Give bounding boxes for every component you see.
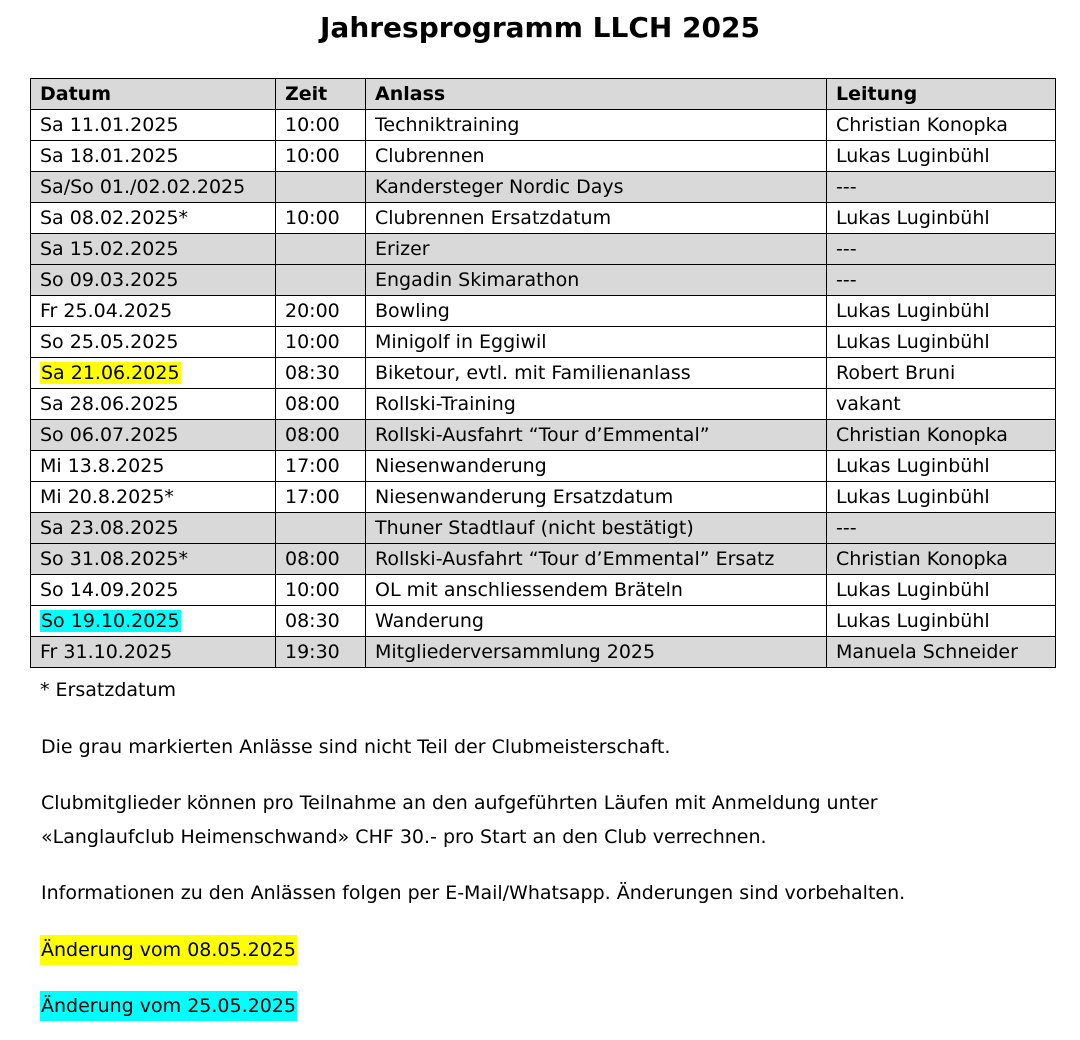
column-header-datum: Datum — [31, 79, 276, 110]
cell-datum: Mi 20.8.2025* — [31, 482, 276, 513]
table-header-row — [31, 79, 1056, 110]
cell-zeit: 17:00 — [276, 451, 366, 482]
cell-anlass: Thuner Stadtlauf (nicht bestätigt) — [366, 513, 827, 544]
footnote: * Ersatzdatum — [40, 679, 177, 701]
cell-anlass: Mitgliederversammlung 2025 — [366, 637, 827, 668]
cell-anlass: Kandersteger Nordic Days — [366, 172, 827, 203]
cell-datum: Sa 28.06.2025 — [31, 389, 276, 420]
cell-leitung: --- — [827, 265, 1056, 296]
cell-leitung: --- — [827, 234, 1056, 265]
table-row — [31, 141, 1056, 172]
cell-datum: Sa 18.01.2025 — [31, 141, 276, 172]
cell-zeit: 10:00 — [276, 327, 366, 358]
cell-datum: Sa/So 01./02.02.2025 — [31, 172, 276, 203]
cell-anlass: Rollski-Training — [366, 389, 827, 420]
change-notice-cyan: Änderung vom 25.05.2025 — [40, 991, 297, 1021]
table-row — [31, 172, 1056, 203]
cell-zeit: 20:00 — [276, 296, 366, 327]
table-row — [31, 513, 1056, 544]
cell-zeit: 08:30 — [276, 358, 366, 389]
cell-zeit: 08:00 — [276, 420, 366, 451]
cell-zeit: 19:30 — [276, 637, 366, 668]
cell-datum: So 06.07.2025 — [31, 420, 276, 451]
cell-leitung: Christian Konopka — [827, 420, 1056, 451]
cell-zeit — [276, 172, 366, 203]
cell-leitung: Manuela Schneider — [827, 637, 1056, 668]
cell-zeit: 17:00 — [276, 482, 366, 513]
table-row — [31, 234, 1056, 265]
highlighted-date: Sa 21.06.2025 — [41, 362, 180, 384]
note-billing-line-1: Clubmitglieder können pro Teilnahme an den aufgeführten Läufen mit Anmeldung unter — [41, 792, 878, 814]
table-row — [31, 110, 1056, 141]
table-row — [31, 327, 1056, 358]
program-table-body — [31, 110, 1056, 668]
cell-datum: So 09.03.2025 — [31, 265, 276, 296]
cell-leitung: Lukas Luginbühl — [827, 203, 1056, 234]
cell-datum: Mi 13.8.2025 — [31, 451, 276, 482]
cell-leitung: Lukas Luginbühl — [827, 575, 1056, 606]
cell-leitung: Lukas Luginbühl — [827, 451, 1056, 482]
cell-zeit — [276, 513, 366, 544]
cell-anlass: Clubrennen Ersatzdatum — [366, 203, 827, 234]
cell-leitung: Lukas Luginbühl — [827, 296, 1056, 327]
cell-datum: Sa 15.02.2025 — [31, 234, 276, 265]
cell-leitung: Robert Bruni — [827, 358, 1056, 389]
cell-anlass: Erizer — [366, 234, 827, 265]
cell-leitung: Lukas Luginbühl — [827, 482, 1056, 513]
cell-leitung: Lukas Luginbühl — [827, 606, 1056, 637]
cell-zeit: 10:00 — [276, 141, 366, 172]
cell-datum: Fr 31.10.2025 — [31, 637, 276, 668]
note-billing-line-2: «Langlaufclub Heimenschwand» CHF 30.- pro Start an den Club verrechnen. — [41, 826, 767, 848]
cell-zeit: 10:00 — [276, 110, 366, 141]
table-row — [31, 389, 1056, 420]
cell-zeit: 08:30 — [276, 606, 366, 637]
cell-datum — [31, 606, 276, 637]
note-information: Informationen zu den Anlässen folgen per E-Mail/Whatsapp. Änderungen sind vorbehalten. — [41, 882, 906, 904]
table-row — [31, 296, 1056, 327]
cell-leitung: vakant — [827, 389, 1056, 420]
table-row — [31, 575, 1056, 606]
cell-leitung: Christian Konopka — [827, 110, 1056, 141]
cell-zeit: 10:00 — [276, 575, 366, 606]
cell-anlass: Engadin Skimarathon — [366, 265, 827, 296]
change-notice-yellow: Änderung vom 08.05.2025 — [40, 935, 297, 965]
cell-leitung: Lukas Luginbühl — [827, 327, 1056, 358]
table-row — [31, 544, 1056, 575]
cell-anlass: Biketour, evtl. mit Familienanlass — [366, 358, 827, 389]
cell-zeit — [276, 234, 366, 265]
page-title: Jahresprogramm LLCH 2025 — [320, 11, 760, 44]
table-row — [31, 482, 1056, 513]
highlighted-date: So 19.10.2025 — [41, 610, 180, 632]
column-header-anlass: Anlass — [366, 79, 827, 110]
table-row — [31, 606, 1056, 637]
cell-zeit — [276, 265, 366, 296]
cell-datum: Sa 23.08.2025 — [31, 513, 276, 544]
cell-datum: Sa 08.02.2025* — [31, 203, 276, 234]
note-grey-events: Die grau markierten Anlässe sind nicht Teil der Clubmeisterschaft. — [41, 736, 671, 758]
cell-anlass: Niesenwanderung Ersatzdatum — [366, 482, 827, 513]
cell-datum: So 31.08.2025* — [31, 544, 276, 575]
cell-anlass: Minigolf in Eggiwil — [366, 327, 827, 358]
cell-datum: So 25.05.2025 — [31, 327, 276, 358]
column-header-zeit: Zeit — [276, 79, 366, 110]
cell-datum: Fr 25.04.2025 — [31, 296, 276, 327]
cell-zeit: 10:00 — [276, 203, 366, 234]
cell-anlass: Wanderung — [366, 606, 827, 637]
table-row — [31, 451, 1056, 482]
cell-datum: So 14.09.2025 — [31, 575, 276, 606]
cell-anlass: Rollski-Ausfahrt “Tour d’Emmental” — [366, 420, 827, 451]
cell-anlass: Bowling — [366, 296, 827, 327]
table-row — [31, 203, 1056, 234]
column-header-leitung: Leitung — [827, 79, 1056, 110]
cell-leitung: --- — [827, 513, 1056, 544]
cell-leitung: Christian Konopka — [827, 544, 1056, 575]
table-row — [31, 265, 1056, 296]
cell-zeit: 08:00 — [276, 544, 366, 575]
cell-datum: Sa 11.01.2025 — [31, 110, 276, 141]
cell-leitung: --- — [827, 172, 1056, 203]
cell-anlass: Niesenwanderung — [366, 451, 827, 482]
table-row — [31, 420, 1056, 451]
cell-anlass: Techniktraining — [366, 110, 827, 141]
cell-zeit: 08:00 — [276, 389, 366, 420]
cell-anlass: OL mit anschliessendem Bräteln — [366, 575, 827, 606]
table-row — [31, 358, 1056, 389]
cell-anlass: Clubrennen — [366, 141, 827, 172]
table-row — [31, 637, 1056, 668]
cell-leitung: Lukas Luginbühl — [827, 141, 1056, 172]
cell-anlass: Rollski-Ausfahrt “Tour d’Emmental” Ersatz — [366, 544, 827, 575]
cell-datum — [31, 358, 276, 389]
program-table — [30, 78, 1056, 668]
